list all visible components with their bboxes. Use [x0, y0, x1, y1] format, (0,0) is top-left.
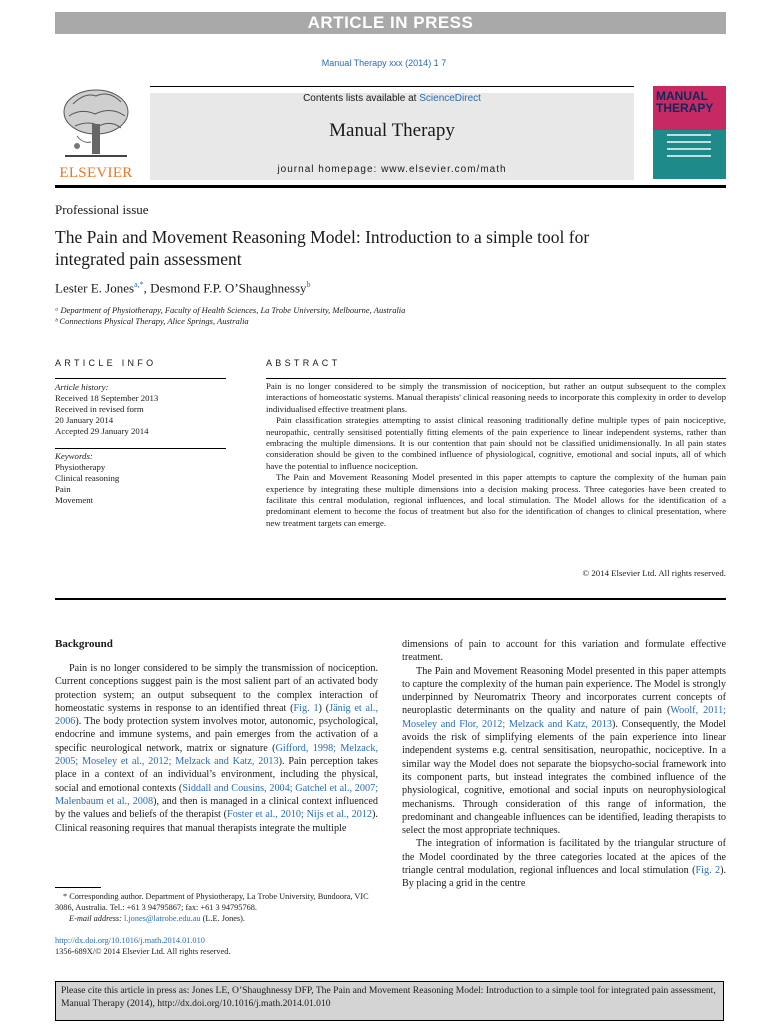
email-suffix: (L.E. Jones). — [200, 914, 246, 923]
abstract-paragraph: Pain classification strategies attempting to assist clinical reasoning traditionally define multiple types of pain nociceptive, neuropathic, centrally sensitised potentially fitting elements of the pain experience to linear independent systems, rather than embracing the multiple dimensions. It is our contention that pain should not be classified unidimensionally. In all pain states consideration should be given to the combined influence of physiological, cognitive, emotional and social inputs, all of which have the potential to influence nociception. — [266, 415, 726, 471]
contents-prefix: Contents lists available at — [303, 93, 420, 104]
cover-decoration — [667, 134, 711, 162]
keywords-rule — [55, 448, 226, 449]
article-history — [55, 382, 226, 437]
abstract-copyright: © 2014 Elsevier Ltd. All rights reserved. — [582, 568, 726, 578]
abstract-body — [266, 381, 726, 529]
issn-copyright: 1356-689X/© 2014 Elsevier Ltd. All rights reserved. — [55, 947, 231, 956]
body-text-run: ). Pain perception takes place in a context of an individual’s environment, including the physical, social and emotional contexts ( — [55, 756, 378, 794]
body-column-left — [55, 662, 378, 835]
history-entry: Received 18 September 2013 — [55, 393, 159, 403]
corresponding-author-text: * Corresponding author. Department of Physiotherapy, La Trobe University, Bundoora, VIC 3086, Australia. Tel.: +61 3 94795867; fax: +61 3 94795768. — [55, 892, 369, 912]
section-heading-background: Background — [55, 638, 113, 650]
reference-link[interactable]: Jänig et al., 2006 — [55, 702, 378, 728]
header-rule-bottom — [55, 185, 726, 188]
article-title: The Pain and Movement Reasoning Model: Introduction to a simple tool for integrated pain assessment — [55, 227, 590, 269]
author-affiliation-marker[interactable]: b — [306, 280, 311, 289]
body-paragraph: dimensions of pain to account for this variation and formulate effective treatment. — [402, 639, 726, 664]
cover-title: MANUAL THERAPY — [656, 89, 714, 115]
author-affiliation-marker[interactable]: a,* — [134, 280, 144, 289]
journal-citation-line[interactable]: Manual Therapy xxx (2014) 1 7 — [321, 58, 447, 68]
journal-cover-image — [653, 86, 726, 179]
author-name: Lester E. Jones — [55, 280, 135, 296]
history-entry: Received in revised form — [55, 404, 144, 414]
author-name: Desmond F.P. O’Shaughnessy — [150, 280, 307, 296]
author-separator: , — [143, 280, 151, 296]
abstract-rule — [266, 378, 726, 379]
contents-available-line — [150, 93, 634, 104]
body-text-run: ), and then is managed in a clinical context influenced by the values and beliefs of the therapist ( — [55, 795, 378, 821]
body-paragraph — [55, 662, 378, 835]
article-info-rule — [55, 378, 226, 379]
article-type: Professional issue — [55, 202, 149, 217]
body-separator-rule — [55, 598, 726, 600]
email-line — [55, 913, 378, 924]
body-text-run: ). The body protection system involves motor, autonomic, psychological, endocrine and immune systems, and pain emerges from the activation of a specific neurological network, matrix or signature ( — [55, 716, 378, 754]
abstract-paragraph: The Pain and Movement Reasoning Model presented in this paper attempts to capture the complexity of the human pain experience by integrating these multiple dimensions into a decision making process. Three categories have been created to facilitate this central modulation, regional influences, and local stimulation. The Model allows for the identification of a predominant element to become the focus of treatment but also for the identification of changes to clinical presentation, where new treatment targets can emerge. — [266, 472, 726, 528]
reference-link[interactable]: Siddall and Cousins, 2004; Gatchel et al., 2007; Malenbaum et al., 2008 — [55, 782, 379, 807]
body-text-run: The integration of information is facilitated by the triangular structure of the Model coordinated by the three categories located at the apices of the triangle central modulation, regional influences and local stimulation ( — [402, 838, 726, 877]
footnote-rule — [55, 887, 101, 888]
keywords-block — [55, 451, 226, 506]
abstract-heading: ABSTRACT — [266, 358, 341, 368]
body-text-run: ). Clinical reasoning requires that manual therapists integrate the multiple — [55, 809, 378, 834]
header-rule-top — [150, 86, 634, 87]
keywords-label: Keywords: — [55, 451, 93, 461]
body-text-run: The Pain and Movement Reasoning Model presented in this paper attempts to capture the complexity of the human pain experience. The Model is strongly underpinned by Neuromatrix Theory and incorporates current concepts of neuroplastic determinants on the quality and nature of pain ( — [402, 665, 726, 717]
doi-link[interactable]: http://dx.doi.org/10.1016/j.math.2014.01.010 — [55, 936, 205, 945]
cite-this-article-box: Please cite this article in press as: Jones LE, O’Shaughnessy DFP, The Pain and Movement Reasoning Model: Introduction to a simple tool for integrated pain assessment, Manual Therapy (2014), http://dx.doi.org/10.1016/j.math.2014.01.010 — [55, 981, 724, 1021]
keyword: Clinical reasoning — [55, 473, 120, 483]
elsevier-wordmark: ELSEVIER — [59, 165, 133, 181]
reference-link[interactable]: Woolf, 2011; Moseley and Flor, 2012; Melzack and Katz, 2013 — [402, 705, 726, 730]
body-column-right — [402, 638, 726, 891]
body-text-run: ). By placing a grid in the centre — [402, 865, 727, 890]
affiliation-b: ᵇ Connections Physical Therapy, Alice Springs, Australia — [55, 316, 249, 326]
reference-link[interactable]: Fig. 1 — [293, 702, 319, 714]
body-text-run: ) ( — [318, 702, 330, 714]
email-label: E-mail address: — [69, 914, 124, 923]
article-history-label: Article history: — [55, 382, 109, 392]
journal-homepage[interactable]: journal homepage: www.elsevier.com/math — [277, 164, 507, 175]
journal-title: Manual Therapy — [329, 120, 455, 141]
affiliation-a: ᵃ Department of Physiotherapy, Faculty of Health Sciences, La Trobe University, Melbourne, Australia — [55, 305, 406, 315]
keyword: Pain — [55, 484, 71, 494]
history-entry: Accepted 29 January 2014 — [55, 426, 149, 436]
reference-link[interactable]: Gifford, 1998; Melzack, 2005; Moseley et al., 2012; Melzack and Katz, 2013 — [55, 742, 378, 768]
email-link[interactable]: l.jones@latrobe.edu.au — [124, 914, 201, 923]
reference-link[interactable]: Fig. 2 — [695, 865, 721, 877]
author-list — [55, 280, 311, 296]
body-text-run: ). Consequently, the Model avoids the risk of simplifying elements of the pain experience into linear independent systems e.g. central sensitisation, neuropathic, nociceptive. In a similar way the Model does not separate the biopsycho-social framework into its component parts, but instead integrates the combined influence of the physiological, cognitive, emotional and social inputs on neurophysiological mechanisms. Through consideration of this range of information, the predominant and changeable influences can be identified, leading therapists to select the most appropriate techniques. — [402, 718, 726, 837]
body-text-run: Pain is no longer considered to be simply the transmission of nociception. Current conceptions suggest pain is the most salient part of an activated body protection system; an output subsequent to the complex interaction of homeostatic systems in response to an identified threat ( — [55, 663, 378, 714]
body-paragraph — [402, 837, 726, 890]
body-paragraph — [402, 665, 726, 838]
article-in-press-banner: ARTICLE IN PRESS — [55, 12, 726, 34]
corresponding-author-footnote — [55, 891, 378, 924]
article-info-heading: ARTICLE INFO — [55, 358, 157, 368]
sciencedirect-link[interactable]: ScienceDirect — [419, 93, 481, 104]
reference-link[interactable]: Foster et al., 2010; Nijs et al., 2012 — [227, 809, 373, 821]
history-entry: 20 January 2014 — [55, 415, 114, 425]
keyword: Movement — [55, 495, 94, 505]
abstract-paragraph: Pain is no longer considered to be simply the transmission of nociception, but rather an output subsequent to the complex interactions of homeostatic systems. Manual therapists' clinical reasoning needs to incorporate this complexity in order to develop individualised effective treatment plans. — [266, 381, 726, 414]
keyword: Physiotherapy — [55, 462, 106, 472]
